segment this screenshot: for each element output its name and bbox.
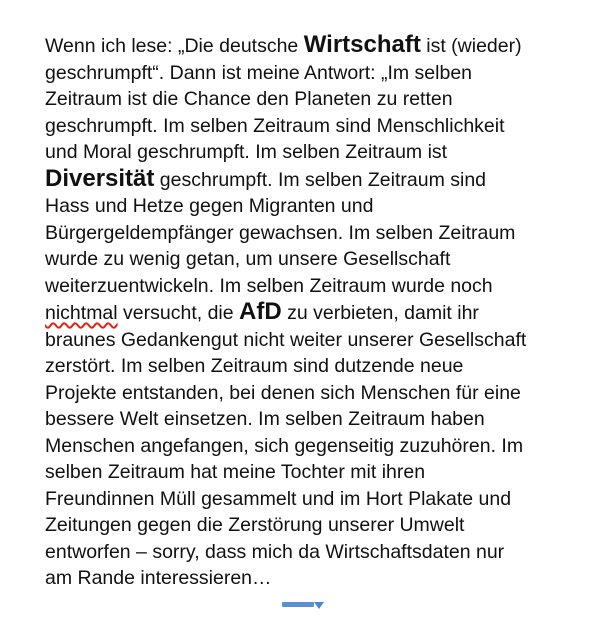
text-run: zu verbieten, damit ihr [281, 302, 479, 324]
text-line: und Moral geschrumpft. Im selben Zeitraum ist [45, 141, 448, 163]
text-line: Hass und Hetze gegen Migranten und [45, 195, 374, 217]
text-line: wurde zu wenig getan, um unsere Gesellschaft [45, 248, 451, 270]
text-run: versucht, die [117, 302, 240, 324]
text-line: Zeitraum ist die Chance den Planeten zu retten [45, 88, 453, 110]
text-line: Bürgergeldempfänger gewachsen. Im selben Zeitraum [45, 221, 516, 244]
text-line [45, 299, 611, 327]
text-line: am Rande interessieren… [45, 567, 272, 589]
text-line: weiterzuentwickeln. Im selben Zeitraum wurde noch [45, 274, 493, 297]
text-cursor-handle[interactable] [282, 602, 324, 610]
text-run: geschrumpft. Im selben Zeitraum sind [154, 168, 487, 191]
text-line: zerstört. Im selben Zeitraum sind dutzende neue [45, 355, 464, 377]
text-line: Projekte entstanden, bei denen sich Menschen für eine [45, 381, 521, 404]
text-run: Wenn ich lese: „Die deutsche [45, 35, 304, 57]
cursor-bar[interactable] [282, 602, 314, 607]
text-line: braunes Gedankengut nicht weiter unserer Gesellschaft [45, 328, 527, 351]
emphasized-word: Diversität [45, 164, 155, 192]
text-run: ist (wieder) [420, 35, 522, 57]
text-line: Freundinnen Müll gesammelt und im Hort Plakate und [45, 487, 512, 510]
misspelled-word[interactable]: nichtmal [45, 302, 118, 324]
text-line: selben Zeitraum hat meine Tochter mit ihren [45, 461, 426, 483]
text-line: entworfen – sorry, dass mich da Wirtschaftsdaten nur [45, 540, 505, 563]
text-line: geschrumpft. Im selben Zeitraum sind Menschlichkeit [45, 114, 505, 137]
text-line: Menschen angefangen, sich gegenseitig zuzuhören. Im [45, 434, 524, 457]
text-line: geschrumpft“. Dann ist meine Antwort: „Im selben [45, 61, 473, 84]
emphasized-word: AfD [239, 298, 282, 325]
text-line [45, 32, 611, 60]
chevron-down-icon[interactable] [314, 602, 324, 609]
document-body[interactable] [45, 32, 611, 592]
emphasized-word: Wirtschaft [303, 31, 421, 58]
text-line: bessere Welt einsetzen. Im selben Zeitraum haben [45, 408, 485, 430]
text-line: Zeitungen gegen die Zerstörung unserer Umwelt [45, 514, 465, 536]
text-line [45, 166, 611, 194]
